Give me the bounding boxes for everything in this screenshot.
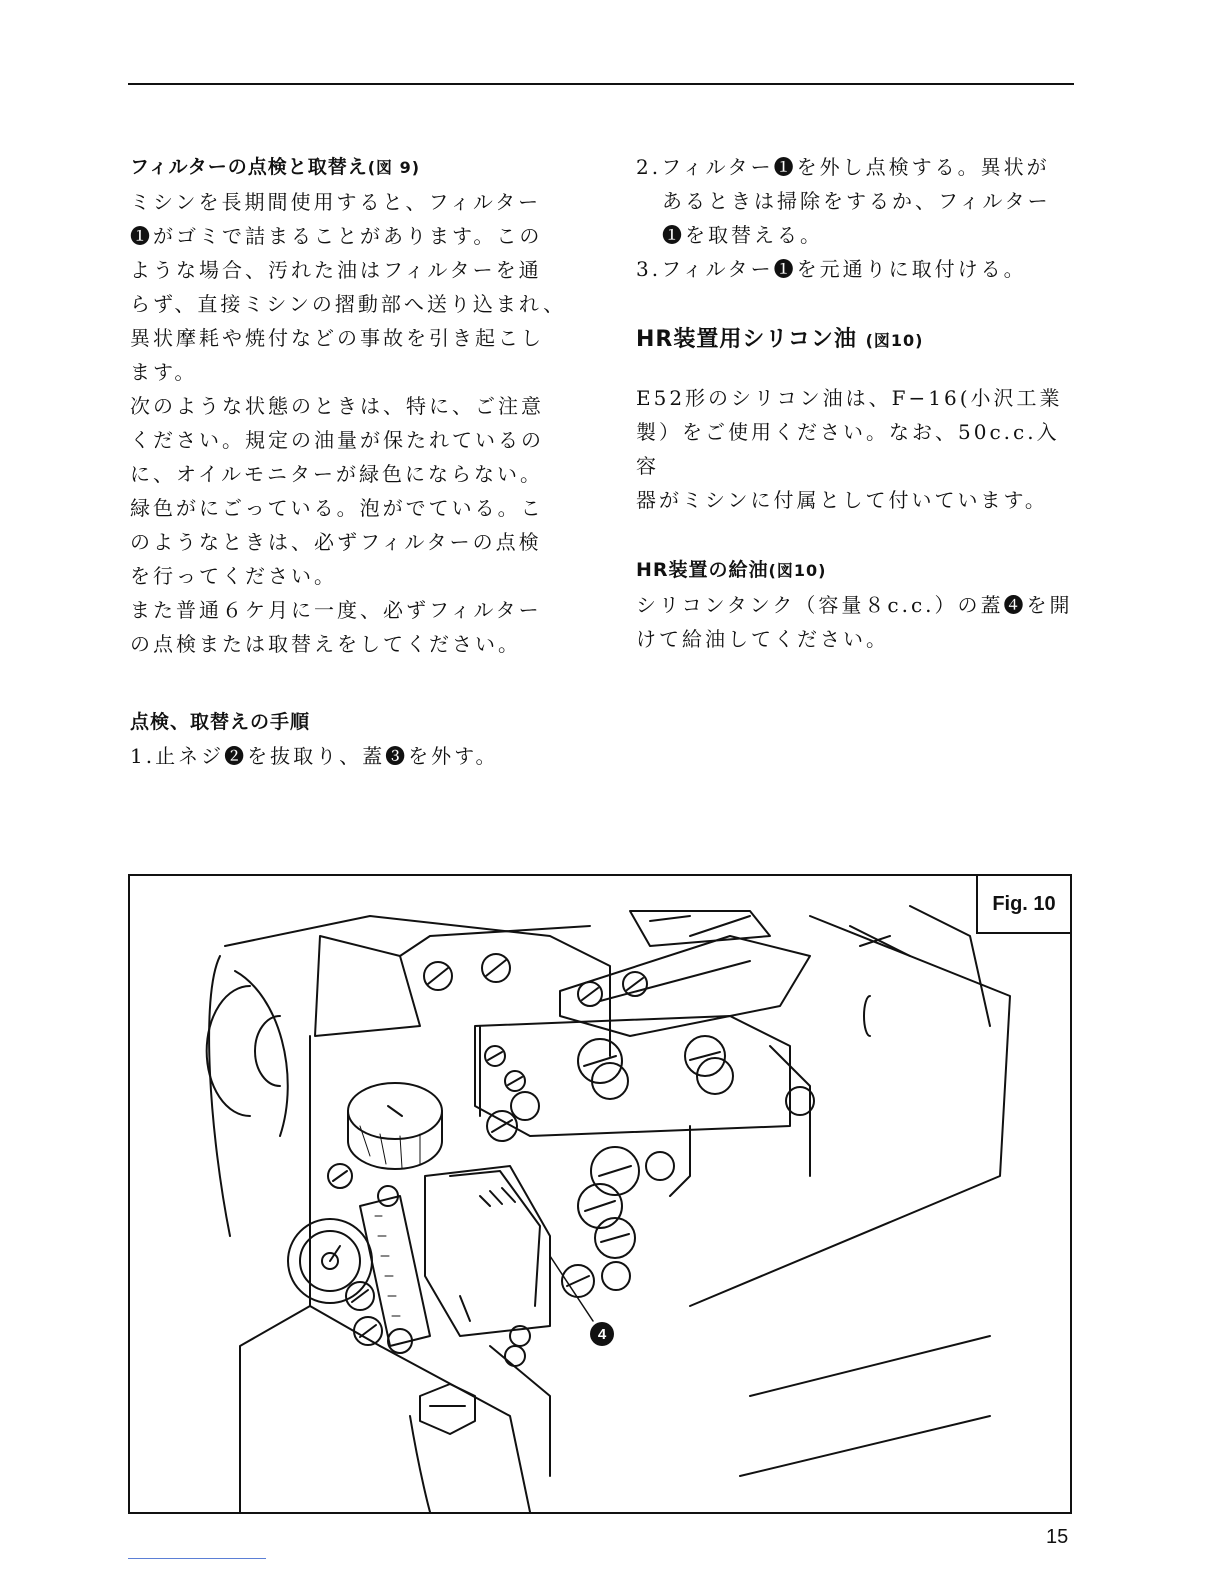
top-rule — [128, 83, 1074, 85]
text-line: また普通６ケ月に一度、必ずフィルター — [130, 598, 542, 622]
text-line: ください。規定の油量が保たれているの — [130, 428, 544, 452]
supply-heading-ref: (図10) — [768, 561, 827, 580]
text-line: E52形のシリコン油は、F−16(小沢工業 — [636, 386, 1063, 410]
machine-illustration — [130, 876, 1070, 1512]
text-line: を行ってください。 — [130, 564, 337, 588]
text-line: あるときは掃除をするか、フィルター — [662, 189, 1051, 213]
figure-label: Fig. 10 — [976, 874, 1072, 934]
filter-heading-ref: (図 9) — [367, 158, 421, 177]
text-line: ような場合、汚れた油はフィルターを通 — [130, 258, 542, 282]
text-line: に、オイルモニターが緑色にならない。 — [130, 462, 543, 486]
filter-intro-paragraph — [130, 185, 570, 661]
text-line: 製）をご使用ください。なお、50c.c.入容 — [636, 420, 1060, 478]
procedure-heading: 点検、取替えの手順 — [130, 711, 311, 733]
text-line: 器がミシンに付属として付いています。 — [636, 488, 1048, 512]
text-line: らず、直接ミシンの摺動部へ送り込まれ、 — [130, 292, 567, 316]
left-column — [130, 150, 570, 773]
filter-section-heading — [130, 150, 570, 185]
bottom-link-underline — [128, 1558, 266, 1559]
supply-paragraph — [636, 588, 1076, 656]
supply-heading — [636, 553, 1076, 588]
figure-10 — [128, 874, 1072, 1514]
silicone-heading-ref: (図10) — [865, 331, 924, 350]
text-line: ます。 — [130, 360, 198, 384]
text-line: 2.フィルター❶を外し点検する。異状が — [636, 155, 1050, 179]
filter-heading-text: フィルターの点検と取替え — [130, 156, 368, 178]
right-column — [636, 150, 1076, 656]
callout-4-text: 4 — [597, 1325, 607, 1343]
text-line: 緑色がにごっている。泡がでている。こ — [130, 496, 544, 520]
text-line: のようなときは、必ずフィルターの点検 — [130, 530, 542, 554]
silicone-heading — [636, 322, 1076, 359]
text-line: ミシンを長期間使用すると、フィルター — [130, 190, 542, 214]
text-line: シリコンタンク（容量８c.c.）の蓋❹を開 — [636, 593, 1073, 617]
text-line: ❶がゴミで詰まることがあります。この — [130, 224, 543, 248]
text-line: けて給油してください。 — [636, 627, 889, 651]
callout-4-badge — [590, 1322, 614, 1346]
page-number: 15 — [1046, 1526, 1069, 1548]
supply-heading-text: HR装置の給油 — [636, 559, 769, 581]
text-line: 次のような状態のときは、特に、ご注意 — [130, 394, 544, 418]
silicone-heading-text: HR装置用シリコン油 — [636, 327, 857, 352]
procedure-step-2 — [636, 150, 1076, 252]
text-line: の点検または取替えをしてください。 — [130, 632, 521, 656]
silicone-paragraph — [636, 381, 1076, 517]
text-line: ❶を取替える。 — [662, 223, 823, 247]
text-line: 異状摩耗や焼付などの事故を引き起こし — [130, 326, 544, 350]
procedure-step-3: 3.フィルター❶を元通りに取付ける。 — [636, 257, 1027, 281]
procedure-step-1: 1.止ネジ❷を抜取り、蓋❸を外す。 — [130, 744, 499, 768]
